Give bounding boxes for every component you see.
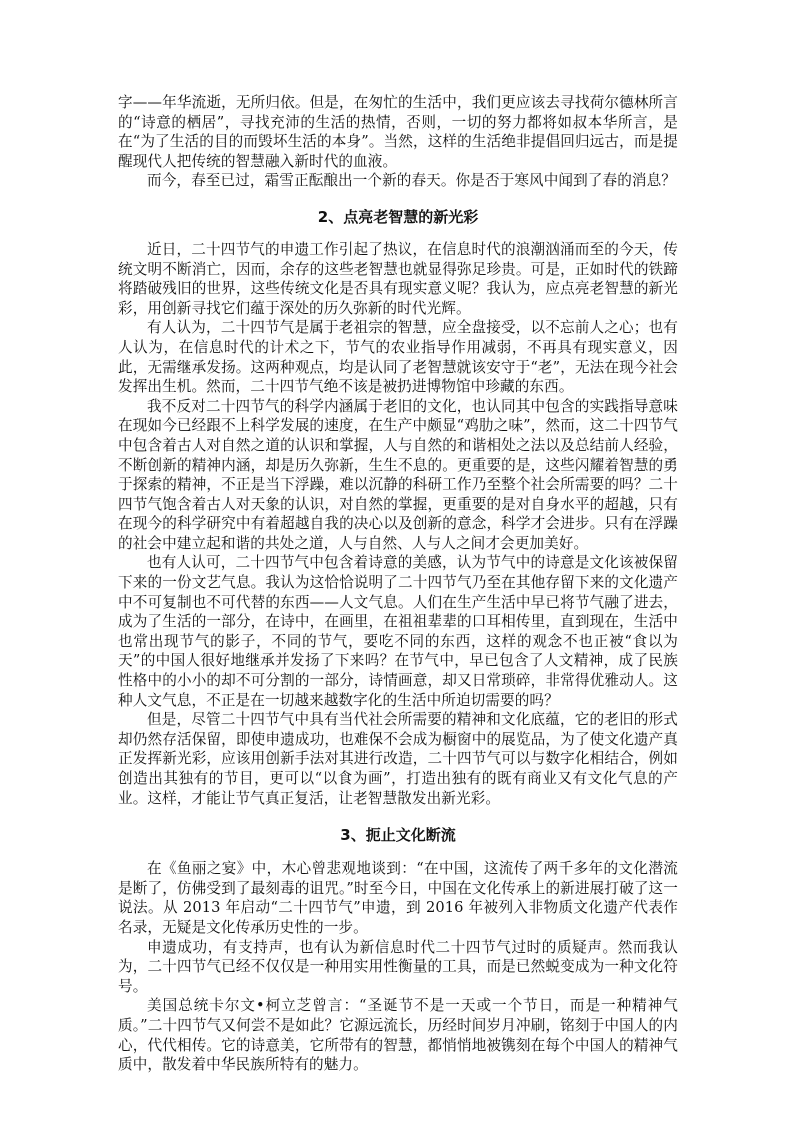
- document-page: [118, 93, 678, 1075]
- body-paragraph: 美国总统卡尔文•柯立芝曾言：“圣诞节不是一天或一个节日，而是一种精神气质。”二十四节气又何尝不是如此？它源远流长，历经时间岁月冲刷，铭刻于中国人的内心，代代相传。它的诗意美，它所带有的智慧，都悄悄地被镌刻在每个中国人的精神气质中，散发着中华民族所特有的魅力。: [118, 997, 678, 1074]
- section-stop-cultural-break: [118, 825, 678, 1075]
- body-paragraph: 也有人认可，二十四节气中包含着诗意的美感，认为节气中的诗意是文化该被保留下来的一份文艺气息。我认为这恰恰说明了二十四节气乃至在其他存留下来的文化遗产中不可复制也不可代替的东西——人文气息。人们在生产生活中早已将节气融了进去，成为了生活的一部分，在诗中，在画里，在祖祖辈辈的口耳相传里，直到现在，生活中也常出现节气的影子，不同的节气，要吃不同的东西，这样的观念不也正被“食以为天”的中国人很好地继承并发扬了下来吗？在节气中，早已包含了人文精神，成了民族性格中的小小的却不可分割的一部分，诗情画意，却又日常琐碎，非常得优雅动人。这种人文气息，不正是在一切越来越数字化的生活中所迫切需要的吗？: [118, 554, 678, 709]
- body-paragraph: 而今，春至已过，霜雪正酝酿出一个新的春天。你是否于寒风中闻到了春的消息？: [147, 172, 676, 190]
- body-paragraph: 但是，尽管二十四节气中具有当代社会所需要的精神和文化底蕴，它的老旧的形式却仍然存活保留，即使申遗成功，也难保不会成为橱窗中的展览品，为了使文化遗产真正发挥新光彩，应该用创新手法对其进行改造，二十四节气可以与数字化相结合，例如创造出其独有的节目，更可以“以食为画”，打造出独有的既有商业又有文化气息的产业。这样，才能让节气真正复活，让老智慧散发出新光彩。: [118, 711, 678, 807]
- section-bright-new-wisdom: [118, 207, 678, 808]
- body-paragraph: 在《鱼丽之宴》中，木心曾悲观地谈到：“在中国，这流传了两千多年的文化潜流是断了，仿佛受到了最刻毒的诅咒。”时至今日，中国在文化传承上的新进展打破了这一说法。从 2013 年启动“二十四节气”申遗，到 2016 年被列入非物质文化遗产代表作名录，无疑是文化传承历史性的一步。: [118, 860, 678, 936]
- body-paragraph: 有人认为，二十四节气是属于老祖宗的智慧，应全盘接受，以不忘前人之心；也有人认为，在信息时代的计术之下，节气的农业指导作用减弱，不再具有现实意义，因此，无需继承发扬。这两种观点，均是认同了老智慧就该安守于“老”，无法在现今社会发挥出生机。然而，二十四节气绝不该是被扔进博物馆中珍藏的东西。: [118, 319, 678, 396]
- section-heading: 3、扼止文化断流: [340, 826, 456, 845]
- body-paragraph: 申遗成功，有支持声，也有认为新信息时代二十四节气过时的质疑声。然而我认为，二十四节气已经不仅仅是一种用实用性衡量的工具，而是已然蜕变成为一种文化符号。: [118, 938, 678, 995]
- body-paragraph: 字——年华流逝，无所归依。但是，在匆忙的生活中，我们更应该去寻找荷尔德林所言的“诗意的栖居”，寻找充沛的生活的热情，否则，一切的努力都将如叔本华所言，是在“为了生活的目的而毁坏生活的本身”。当然，这样的生活绝非提倡回归远古，而是提醒现代人把传统的智慧融入新时代的血液。: [118, 94, 678, 170]
- intro-section: [118, 93, 678, 191]
- section-heading: 2、点亮老智慧的新光彩: [317, 207, 479, 226]
- body-paragraph: 我不反对二十四节气的科学内涵属于老旧的文化，也认同其中包含的实践指导意味在现如今已经跟不上科学发展的速度，在生产中颇显“鸡肋之味”，然而，这二十四节气中包含着古人对自然之道的认识和掌握，人与自然的和谐相处之法以及总结前人经验，不断创新的精神内涵，却是历久弥新，生生不息的。更重要的是，这些闪耀着智慧的勇于探索的精神，不正是当下浮躁，难以沉静的科研工作乃至整个社会所需要的吗？二十四节气饱含着古人对天象的认识，对自然的掌握，更重要的是对自身水平的超越，只有在现今的科学研究中有着超越自我的决心以及创新的意念，科学才会进步。只有在浮躁的社会中建立起和谐的共处之道，人与自然、人与人之间才会更加美好。: [118, 397, 678, 552]
- body-paragraph: 近日，二十四节气的申遗工作引起了热议，在信息时代的浪潮汹涌而至的今天，传统文明不断消亡，因而，余存的这些老智慧也就显得弥足珍贵。可是，正如时代的铁蹄将踏破残旧的世界，这些传统文化是否具有现实意义呢？我认为，应点亮老智慧的新光彩，用创新寻找它们蕴于深处的历久弥新的时代光辉。: [118, 240, 678, 317]
